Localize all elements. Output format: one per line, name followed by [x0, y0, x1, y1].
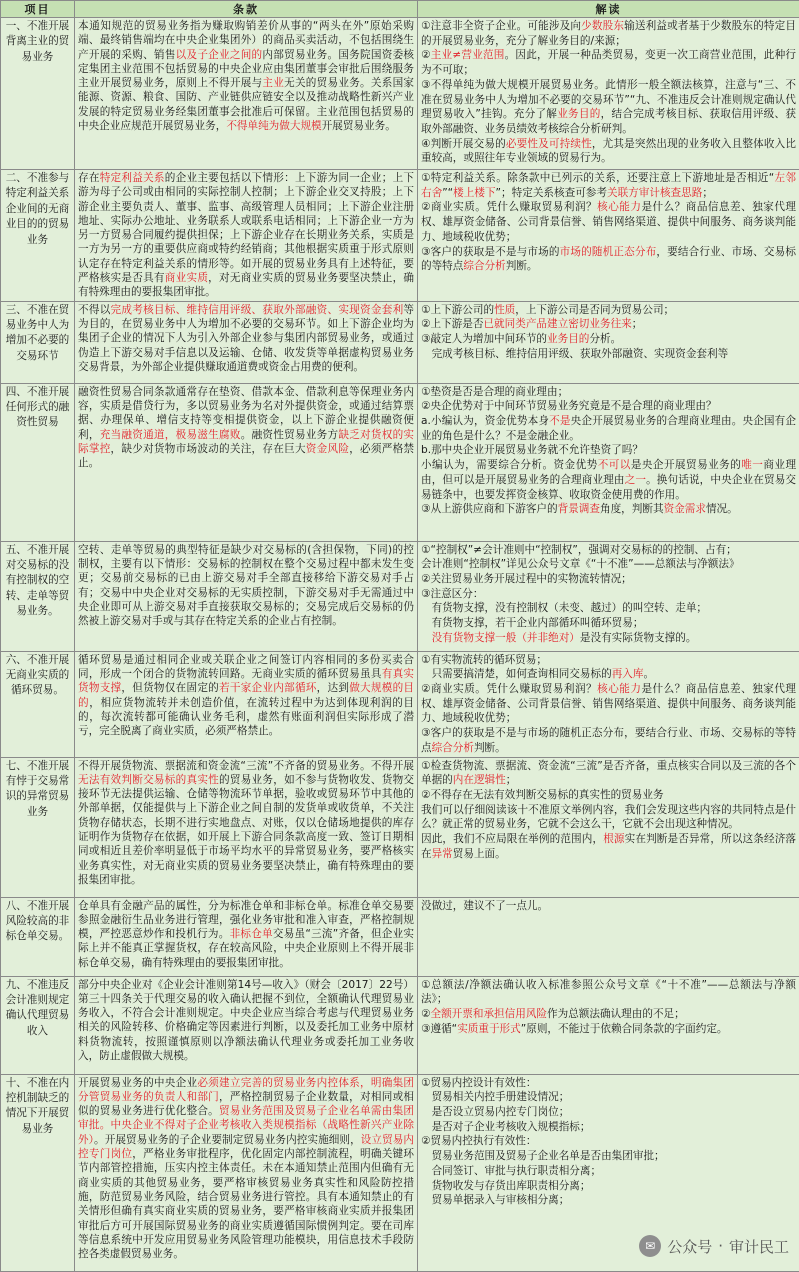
row-clause-text	[75, 651, 418, 757]
highlighted-text: 做大规模的目的	[78, 682, 414, 708]
wechat-icon: ✉	[639, 1235, 661, 1257]
text-segment: 内部贸易业务。国务院国资委核定集团主业范围不包括贸易的中央企业应由集团董事会审批后围绕服务主业开展贸易业务，原则上不得开展与	[78, 49, 414, 90]
row-item-title: 五、不准开展对交易标的没有控制权的空转、走单等贸易业务。	[1, 541, 75, 651]
text-segment: ，严格业务审批程序，优化固定内部控制流程，明确关键环节内部管控措施，压实内控主体责任。未在本通知禁止范围内但确有无商业实质的其他贸易业务，要严格审核贸易业务真实性和风险防控措施，防范贸易业务风险，结合贸易业务进行管控。具有本通知禁止的有关情形但确有真实商业实质的贸易业务，要严格审核商业实质并报集团审批后方可开展国际贸易业务的商业实质遵循国际惯例判定。要在司库等信息系统中开发应用贸易业务风险管理功能模块，用信息技术手段防控各类虚假贸易业务。	[78, 1148, 414, 1260]
highlighted-text: 有真实货物支撑	[78, 668, 414, 694]
text-segment: 有货物支撑，若干企业内部循环叫循环贸易；	[421, 617, 643, 629]
table-header-row	[1, 1, 799, 18]
text-segment: b.那中央企业开展贸易业务就不允许垫资了吗？	[421, 444, 643, 456]
row-interpretation-text	[418, 541, 799, 651]
text-segment: ①垫资是否是合理的商业理由；	[421, 386, 568, 398]
row-item-title: 八、不准开展风险较高的非标仓单交易。	[1, 897, 75, 976]
highlighted-text: 没有货物支撑一般（并非绝对）	[432, 632, 580, 644]
highlighted-text: 非标仓单	[230, 928, 273, 940]
row-item-title: 一、不准开展背离主业的贸易业务	[1, 18, 75, 170]
text-segment: ，达到	[317, 682, 350, 694]
text-segment: 的贸易业务，如不参与货物收发、货物交接环节无法提供运输、仓储等物流环节单据，验收或贸易环节中其他的外部单据，仅能提供与上下游企业之间自制的发货单或收货单，不关注货物存储状态，长期不进行实地盘点、对账，仅以仓储场地提供的库存证明作为货物存在依据，如开展上下游合同条款高度一致、签订日期相同或相近且差价率明显低于市场平均水平的异常贸易业务，要严格核实业务真实性，对无商业实质的贸易业务要坚决禁止，确有特殊理由的要报集团审批。	[78, 774, 414, 886]
row-clause-text	[75, 18, 418, 170]
text-segment: 仓单具有金融产品的属性，分为标准仓单和非标仓单。标准仓单交易要参照金融衍生品业务进行管理，强化业务审批和准入审查，严格控制规模，严控恶意炒作和投机行为。	[78, 900, 414, 941]
text-segment: 。换句话说，中央企业在贸易交易链条中，也要发挥资金核算、收取资金使用费的作用。	[421, 474, 796, 501]
highlighted-text: 缺乏对货权的实际掌控	[78, 429, 414, 455]
highlighted-text: 若干家企业内部循环	[219, 682, 317, 694]
text-segment: ④判断开展交易的	[421, 138, 506, 150]
highlighted-text: 实质重于形式	[457, 1023, 521, 1035]
highlighted-text: 异常	[432, 848, 453, 860]
highlighted-text: 不得单纯为做大规模	[226, 120, 321, 132]
highlighted-text: 综合分析	[463, 260, 505, 272]
highlighted-text: 性质	[494, 304, 515, 316]
row-clause-text	[75, 1074, 418, 1271]
text-segment: 有货物支撑，没有控制权（未变、越过）的叫空转、走单；	[421, 602, 707, 614]
row-interpretation-text	[418, 897, 799, 976]
highlighted-text: 必须建立完善的贸易业务内控体系，明确集团分管贸易业务的负责人和部门	[78, 1077, 414, 1103]
highlighted-text: 内在逻辑性	[453, 774, 506, 786]
text-segment: ；	[702, 187, 713, 199]
text-segment: 开展贸易业务的中央企业	[78, 1077, 197, 1089]
text-segment: 贸易相关内控手册建设情况；	[421, 1091, 569, 1103]
text-segment: 等为目的，在贸易业务中人为增加不必要的交易环节。如上下游企业均为集团子企业的情况下人为引入外部企业参与集团内部贸易业务，或通过伪造上下游交易对手信息以及运输、仓储、收发货等单据虚构贸易业务交易背景，为外部企业提供赚取通道费或资金占用费的便利。	[78, 304, 414, 373]
text-segment: 。因此，开展一种品类贸易，变更一次工商营业范围，此种行为不可取；	[421, 49, 796, 76]
text-segment: ③客户的获取是不是与市场的随机正态分布，要结合行业、市场、交易标的等特点	[421, 727, 796, 754]
highlighted-text: 少数股东	[581, 20, 624, 32]
text-segment: 。融资性贸易业务方	[241, 429, 339, 441]
table-row	[1, 541, 799, 651]
header-item: 项目	[1, 1, 75, 18]
highlighted-text: 资金需求	[664, 503, 706, 515]
text-segment: 存在	[78, 172, 100, 184]
row-interpretation-text	[418, 301, 799, 383]
text-segment: ，必须严格禁止。	[78, 443, 414, 469]
text-segment: 无关的贸易业务。关系国家能源、资源、粮食、国防、产业链供应链安全以及推动战略性新兴产业发展的特定贸易业务经集团董事会批准后可保留。主业范围包括贸易的中央企业应规范开展贸易业务，	[78, 77, 414, 132]
table-row	[1, 170, 799, 302]
text-segment: 是否对子企业考核收入规模指标；	[421, 1121, 591, 1133]
text-segment: ②	[421, 1008, 431, 1020]
text-segment: 作为总额法确认理由的不足；	[547, 1008, 685, 1020]
highlighted-text: 业务目的	[547, 333, 589, 345]
text-segment: ①上下游公司的	[421, 304, 494, 316]
row-item-title: 十、不准在内控机制缺乏的情况下开展贸易业务	[1, 1074, 75, 1271]
table-row	[1, 976, 799, 1074]
text-segment: 是否设立贸易内控专门岗位；	[421, 1106, 569, 1118]
row-interpretation-text	[418, 976, 799, 1074]
row-item-title: 六、不准开展无商业实质的循环贸易。	[1, 651, 75, 757]
wechat-watermark	[639, 1235, 789, 1257]
highlighted-text: 必要性及可持续性	[506, 138, 592, 150]
header-clause: 条款	[75, 1, 418, 18]
watermark-separator: ·	[718, 1237, 723, 1255]
row-item-title: 七、不准开展有悖于交易常识的异常贸易业务	[1, 757, 75, 897]
text-segment: ①“控制权”≠会计准则中“控制权”，强调对交易标的的控制、占有；	[421, 544, 737, 556]
text-segment: 角度，判断其	[600, 503, 664, 515]
text-segment: 。	[643, 668, 654, 680]
row-clause-text	[75, 383, 418, 541]
text-segment: ②商业实质。凭什么赚取贸易利润？	[421, 201, 597, 213]
text-segment: ”“	[442, 187, 453, 199]
highlighted-text: 综合分析	[432, 742, 474, 754]
text-segment: ，尤其是突然出现的业务收入且整体收入比重较高，或照往年专业领域的贸易行为。	[421, 138, 796, 165]
text-segment: 商业理由，但可以是开展贸易业务的合理商业理由	[421, 459, 796, 486]
text-segment: ；	[506, 774, 517, 786]
text-segment: ③遵循“	[421, 1023, 457, 1035]
row-clause-text	[75, 301, 418, 383]
text-segment: ，缺少对货物市场波动的关注，存在巨大	[111, 443, 306, 455]
text-segment: ②上下游是否	[421, 318, 483, 330]
highlighted-text: 市场的随机正态分布	[560, 246, 657, 258]
highlighted-text: 唯一	[741, 459, 763, 471]
highlighted-text: 商业实质	[165, 272, 208, 284]
text-segment: 判断。	[506, 260, 538, 272]
text-segment: 部分中央企业对《企业会计准则第14号—收入》（财会〔2017〕22号）第三十四条关于代理交易的收入确认把握不到位，全额确认代理贸易业务收入，不符合会计准则规定。中央企业应当综合考虑与代理贸易业务相关的风险转移、价格确定等因素进行判断，以及委托加工业务中原材料货物流转，按照谨慎原则以净额法确认代理业务或委托加工业务收入，防止虚假做大规模。	[78, 979, 414, 1062]
text-segment: 会计准则“控制权”详见公众号文章《“十不准”——总额法与净额法》	[421, 558, 740, 570]
highlighted-text: 核心能力	[597, 201, 641, 213]
highlighted-text: 核心能力	[597, 683, 641, 695]
text-segment: ①有实物流转的循环贸易；	[421, 654, 547, 666]
text-segment: ①检查货物流、票据流、资金流“三流”是否齐备，重点核实合同以及三流的各个单据的	[421, 760, 796, 787]
highlighted-text: 根源	[603, 833, 624, 845]
row-item-title: 九、不准违反会计准则规定确认代理贸易收入	[1, 976, 75, 1074]
row-interpretation-text	[418, 383, 799, 541]
text-segment: ②关注贸易业务开展过程中的实物流转情况；	[421, 573, 632, 585]
text-segment: ③注意区分：	[421, 588, 483, 600]
text-segment: 我们可以仔细阅读该十不准原文举例内容，我们会发现这些内容的共同特点是什么？就正常的贸易业务，它就不会这么干，它就不会出现这种情况。	[421, 804, 796, 831]
text-segment: ，上下游公司是否同为贸易公司；	[515, 304, 674, 316]
highlighted-text: 设立贸易内控专门岗位	[78, 1134, 414, 1160]
row-item-title: 三、不准在贸易业务中人为增加不必要的交易环节	[1, 301, 75, 383]
text-segment: 不得开展货物流、票据流和资金流“三流”不齐备的贸易业务。不得开展	[78, 760, 414, 772]
highlighted-text: 以及子企业之间的	[176, 49, 263, 61]
row-clause-text	[75, 170, 418, 302]
highlighted-text: 不是	[549, 415, 570, 427]
text-segment: 情况。	[706, 503, 738, 515]
text-segment: 开展贸易业务。	[322, 120, 396, 132]
text-segment: ①注意非全资子企业。可能涉及向	[421, 20, 581, 32]
table-row	[1, 18, 799, 170]
text-segment: 输送利益或者基于少数股东的特定目的开展贸易业务，充分了解业务目的/来源；	[421, 20, 796, 47]
text-segment: ，对无商业实质的贸易业务要坚决禁止，确有特殊理由的要报集团审批。	[78, 272, 414, 298]
watermark-account: 审计民工	[729, 1236, 789, 1257]
text-segment: ②贸易内控执行有效性：	[421, 1135, 536, 1147]
text-segment: 循环贸易是通过相同企业或关联企业之间签订内容相同的多份买卖合同，形成一个闭合的货物流转回路。无商业实质的循环贸易虽具	[78, 654, 414, 680]
row-clause-text	[75, 897, 418, 976]
highlighted-text: 资金风险	[306, 443, 349, 455]
row-interpretation-text	[418, 757, 799, 897]
highlighted-text: 之一	[625, 474, 646, 486]
highlighted-text: 不可以	[598, 459, 631, 471]
text-segment: 空转、走单等贸易的典型特征是缺少对交易标的(含担保物，下同)的控制权，主要有以下情形：交易标的控制权在整个交易过程中都未发生变更；交易前交易标的已由上游交易对手全部直接移给下游交易对手占有；交易中中央企业对交易标的无实质控制，下游交易对手无需通过中央企业即可从上游交易对手直接获取交易标的；交易完成后交易标的仍然被上游交易对手或与其存在特定关系的企业占有控制。	[78, 544, 414, 627]
text-segment: 本通知规范的贸易业务指为赚取购销差价从事的“两头在外”原始采购端、最终销售端均在中央企业集团外）的商品买卖活动，不包括围绕生产开展的采购、销售	[78, 20, 414, 61]
text-segment: ③客户的获取是不是与市场的	[421, 246, 560, 258]
highlighted-text: 再入库	[612, 668, 644, 680]
text-segment: 贸易业务范围及贸易子企业名单是否由集团审批；	[421, 1150, 665, 1162]
text-segment: 是没有实际货物支撑的。	[580, 632, 697, 644]
row-clause-text	[75, 541, 418, 651]
highlighted-text: 主业	[262, 77, 284, 89]
text-segment: 只需要搞清楚，如何查询相同交易标的	[421, 668, 612, 680]
text-segment: ②	[421, 49, 431, 61]
highlighted-text: 业务目的	[557, 108, 600, 120]
text-segment: 交易虽“三流”齐备，但企业实际上并不能真正掌握货权，存在较高风险，中央企业原则上不得开展非标仓单交易，确有特殊理由的要报集团审批。	[78, 928, 414, 969]
text-segment: ③从上游供应商和下游客户的	[421, 503, 558, 515]
row-interpretation-text	[418, 651, 799, 757]
table-row	[1, 383, 799, 541]
text-segment: 分析。	[589, 333, 621, 345]
highlighted-text: 主业≠营业范围	[431, 49, 505, 61]
row-interpretation-text	[418, 170, 799, 302]
table-row	[1, 651, 799, 757]
text-segment: 没做过，建议不了一点儿。	[421, 900, 548, 912]
text-segment: 的企业主要包括以下情形：上下游为同一企业；上下游为母子公司或由相同的实际控制人控制；上下游企业交叉持股；上下游企业主要负责人、董事、监事、高级管理人员相同；上下游企业注册地址、实际办公地址、业务联系人或联系电话相同；上下游企业一方为另一方贸易合同履约提供担保；上下游企业存在长期业务关系，实质是一方为另一方的重要供应商或特约经销商；其他根据实质重于形式原则认定存在特定利益关系的情形等。如开展的贸易业务具有上述特征，要严格核实是否具有	[78, 172, 414, 284]
text-segment: 合同签订、审批与执行职责相分离；	[421, 1165, 601, 1177]
text-segment: ②不得存在无法有效判断交易标的真实性的贸易业务	[421, 789, 664, 801]
text-segment: ①特定利益关系。除条款中已列示的关系，还要注意上下游地址是否相近“	[421, 172, 774, 184]
row-item-title: 四、不准开展任何形式的融资性贸易	[1, 383, 75, 541]
text-segment: 小编认为，需要综合分析。资金优势	[421, 459, 598, 471]
text-segment: 贸易单据录入与审核相分离；	[421, 1194, 569, 1206]
text-segment: 实在判断是否异常，所以这条经济落在	[421, 833, 796, 860]
text-segment: ②商业实质。凭什么赚取贸易利润？	[421, 683, 597, 695]
text-segment: 贸易上面。	[453, 848, 506, 860]
text-segment: ，严格控制贸易子企业数量，对相同或相似的贸易业务进行优化整合。	[78, 1091, 414, 1117]
table-row	[1, 301, 799, 383]
text-segment: ”原则，不能过于依赖合同条款的字面约定。	[521, 1023, 728, 1035]
text-segment: 不得以	[78, 304, 111, 316]
text-segment: ”；特定关系核查可参考	[496, 187, 607, 199]
highlighted-text: 完成考核目标、维持信用评级、获取外部融资、实现资金套利	[111, 304, 404, 316]
header-interpretation: 解读	[418, 1, 799, 18]
text-segment: a.小编认为，资金优势本身	[421, 415, 549, 427]
highlighted-text: 无法有效判断交易标的真实性	[78, 774, 219, 786]
row-clause-text	[75, 757, 418, 897]
row-clause-text	[75, 976, 418, 1074]
table-row	[1, 897, 799, 976]
highlighted-text: 全额开票和承担信用风险	[431, 1008, 548, 1020]
text-segment: ，结合完成考核目标、获取信用评级、获取外部融资、业务员绩效考核综合分析研判。	[421, 108, 796, 135]
highlighted-text: 楼上楼下	[453, 187, 495, 199]
text-segment: ，要结合行业、市场、交易标的等特点	[421, 246, 796, 273]
text-segment: 融资性贸易合同条款通常存在垫资、借款本金、借款利息等保理业务内容，实质是借贷行为，多以贸易业务为名对外提供资金，或通过结算票据、办理保单、增信支持等变相提供资金，以上下游企业提供融资便利，	[78, 386, 414, 441]
watermark-platform: 公众号	[667, 1236, 712, 1257]
text-segment: ；	[632, 318, 643, 330]
text-segment: 完成考核目标、维持信用评级、获取外部融资、实现资金套利等	[421, 348, 728, 360]
highlighted-text: 关联方审计核查思路	[607, 187, 702, 199]
text-segment: ③不得单纯为做大规模开展贸易业务。此情形一般全额法核算，注意与“三、不准在贸易业务中人为增加不必要的交易环节”“九、不准违反会计准则规定确认代理贸易收入”挂钩。充分了解	[421, 79, 796, 120]
text-segment: ，但货物仅在固定的	[121, 682, 219, 694]
text-segment: 。开展贸易业务的子企业要制定贸易业务内控实施细则，	[94, 1134, 361, 1146]
highlighted-text: 背景调查	[558, 503, 600, 515]
text-segment: 是什么？商品信息差、独家代理权、雄厚资金储备、公司背景信誉、销售网络渠道、提供中间服务、商务谈判能力、地域税收优势；	[421, 683, 796, 724]
text-segment: 判断。	[474, 742, 506, 754]
highlighted-text: 特定利益关系	[100, 172, 165, 184]
text-segment: ③敲定人为增加中间环节的	[421, 333, 547, 345]
text-segment: ②央企优势对于中间环节贸易业务究竟是不是合理的商业理由？	[421, 400, 717, 412]
highlighted-text: 左邻右舍	[421, 172, 796, 199]
text-segment: ①总额法/净额法确认收入标准参照公众号文章《“十不准”——总额法与净额法》；	[421, 979, 796, 1006]
highlighted-text: 已就同类产品建立密切业务往来	[483, 318, 631, 330]
row-item-title: 二、不准参与特定利益关系企业间的无商业目的的贸易业务	[1, 170, 75, 302]
text-segment	[421, 632, 432, 644]
row-interpretation-text	[418, 18, 799, 170]
highlighted-text: 充当融资通道，极易滋生腐败	[100, 429, 241, 441]
text-segment: ，相应货物流转并未创造价值，在流转过程中为达到体现利润的目的，每次流转都可能确认业务毛利，虚然有账面利润但实际形成了潜亏，完全脱离了商业实质，必须严格禁止。	[78, 697, 414, 738]
text-segment: ①贸易内控设计有效性：	[421, 1077, 536, 1089]
text-segment: 货物收发与存货出库职责相分离；	[421, 1180, 591, 1192]
text-segment: 是央企开展贸易业务的	[631, 459, 741, 471]
table-row	[1, 757, 799, 897]
highlighted-text: 贸易业务范围及贸易子企业名单需由集团审批。中央企业不得对子企业考核收入类规模指标（战略性新兴产业除外）	[78, 1105, 414, 1146]
text-segment: 是什么？商品信息差、独家代理权、雄厚资金储备、公司背景信誉、销售网络渠道、提供中间服务、商务谈判能力、地域税收优势；	[421, 201, 796, 242]
text-segment: 央企开展贸易业务的合理商业理由。央企国有企业的角色是什么？不是金融企业。	[421, 415, 796, 442]
text-segment: 因此，我们不应局限在举例的范围内，	[421, 833, 603, 845]
